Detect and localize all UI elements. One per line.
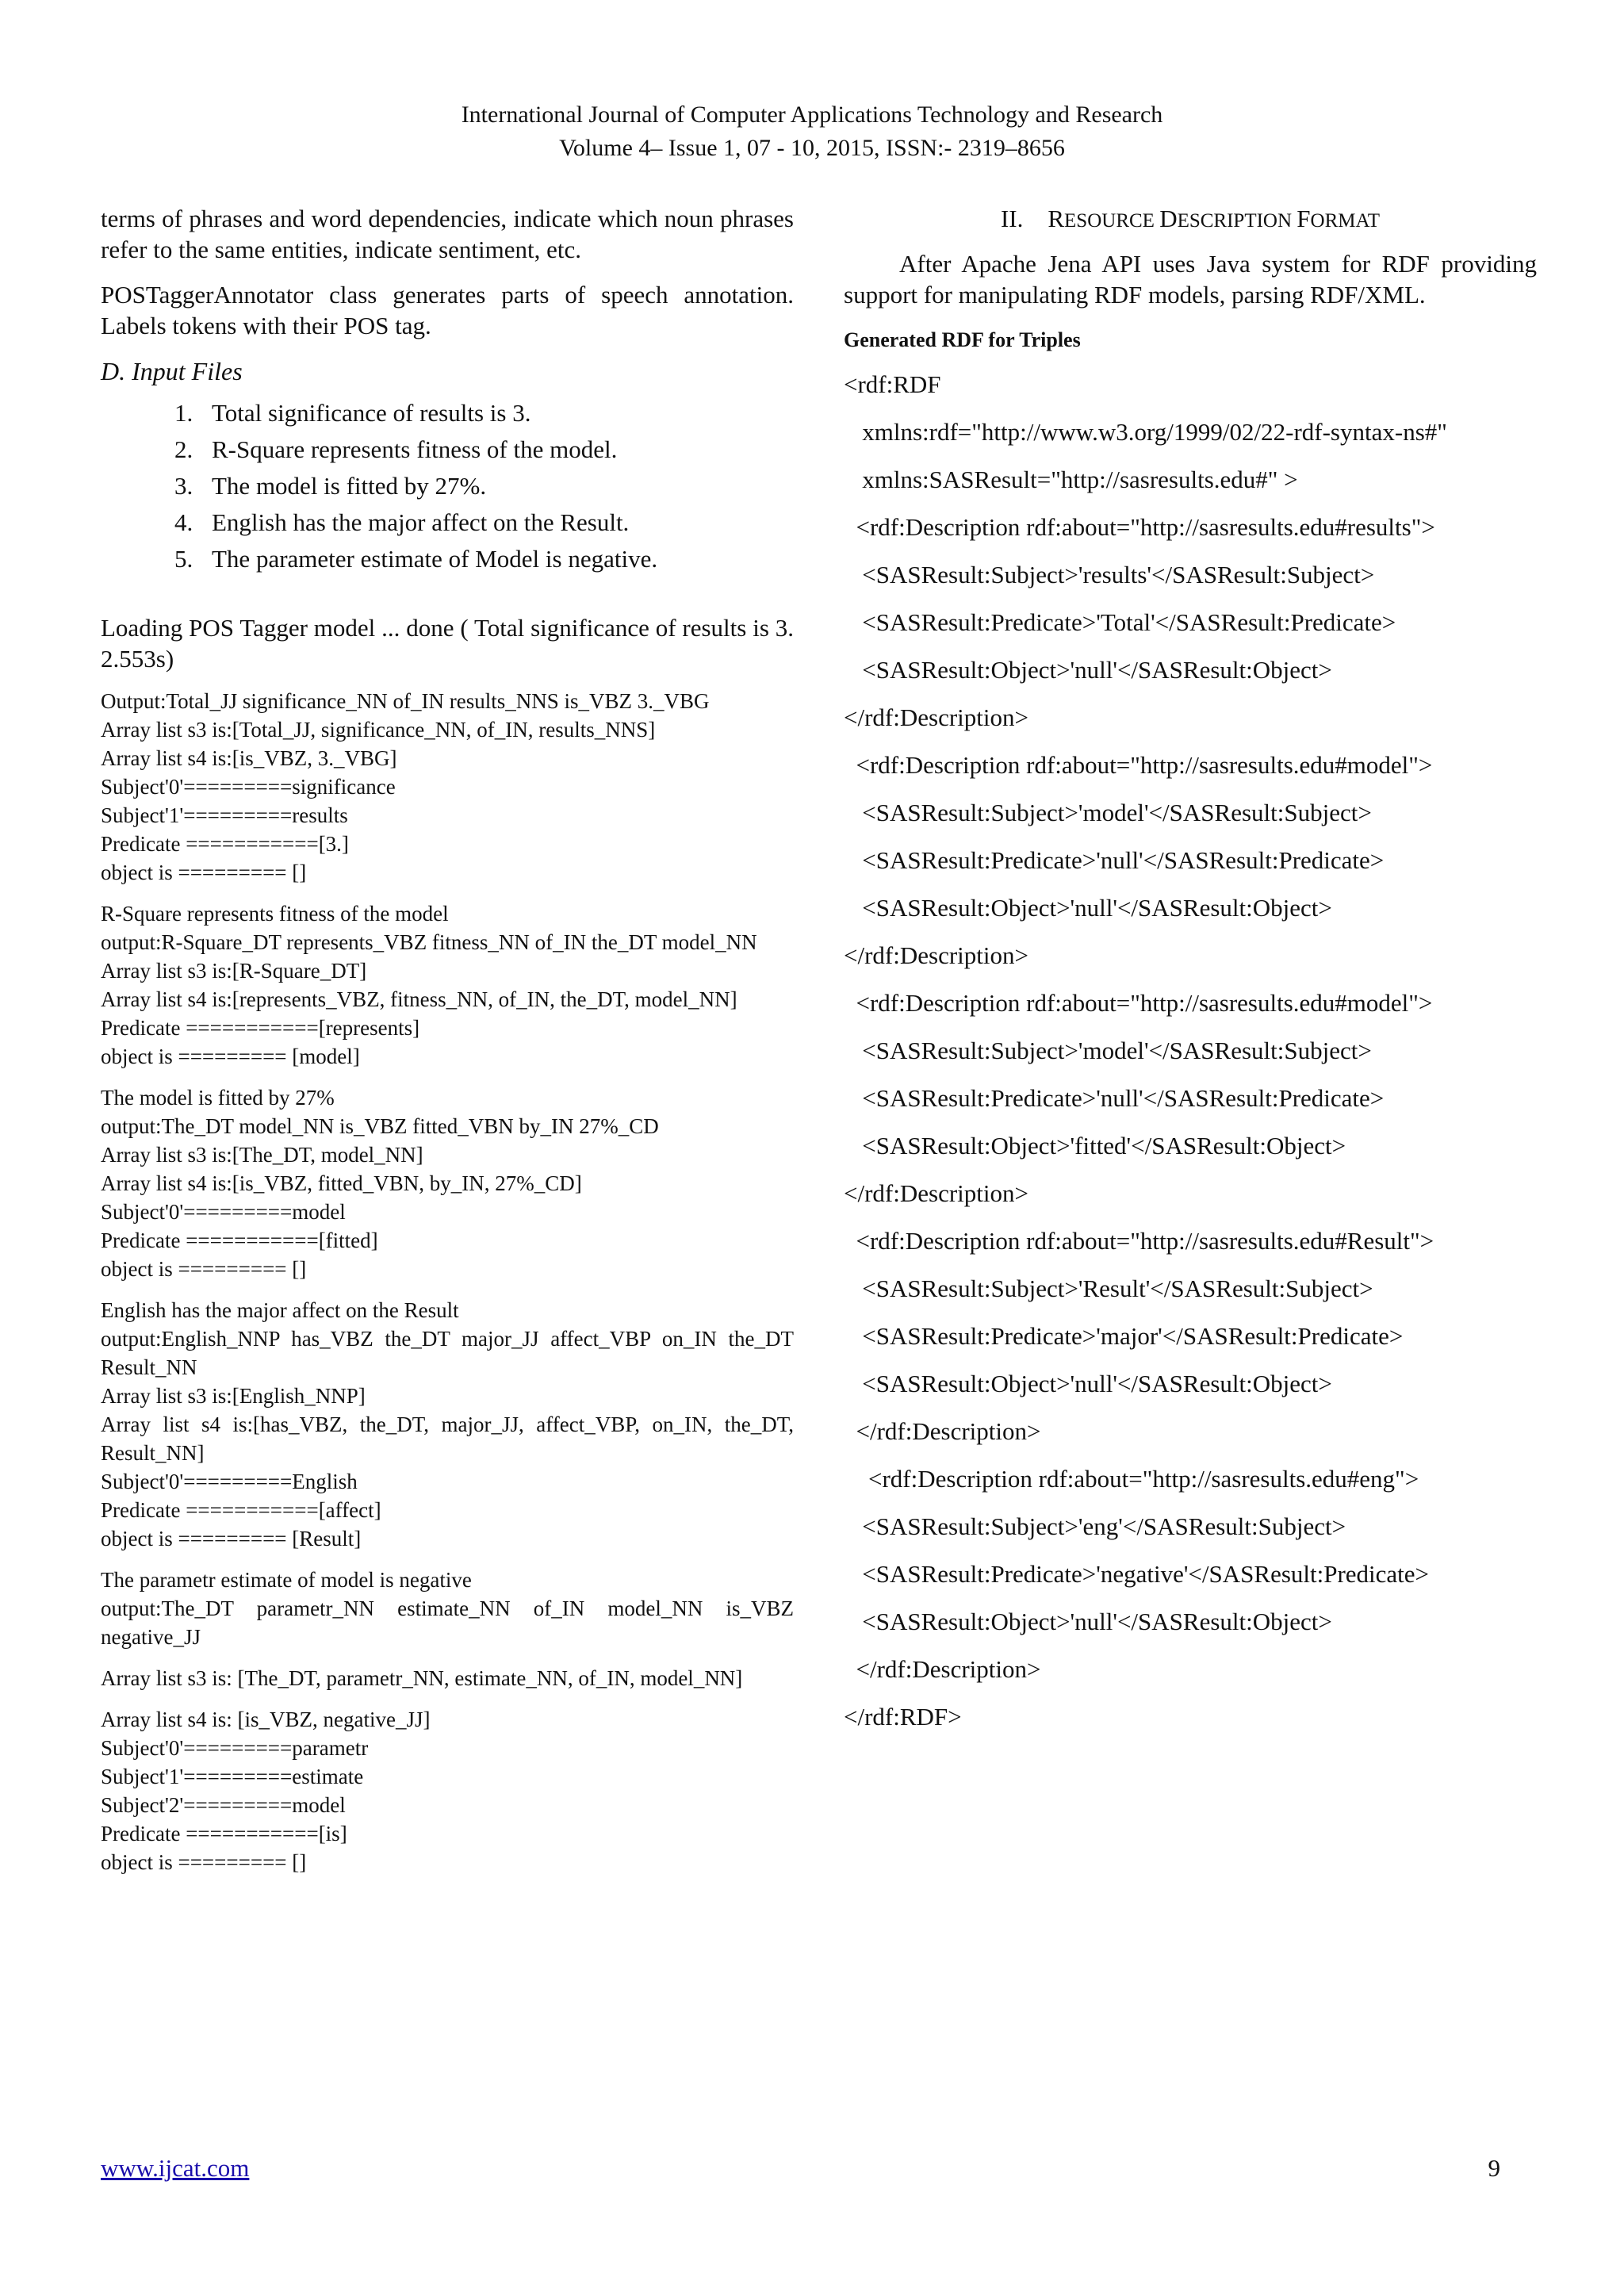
output-line: Predicate ===========[3.] <box>101 832 349 856</box>
input-files-heading: D. Input Files <box>101 357 243 385</box>
input-file-item: 2. R-Square represents fitness of the model. <box>199 431 794 468</box>
input-file-item: 3. The model is fitted by 27%. <box>199 468 794 504</box>
output-block <box>101 1664 794 1692</box>
input-file-item: 5. The parameter estimate of Model is negative. <box>199 541 794 577</box>
rdf-line: <SASResult:Object>'null'</SASResult:Object> <box>844 1370 1332 1397</box>
rdf-line: <SASResult:Predicate>'null'</SASResult:Predicate> <box>844 1084 1385 1112</box>
output-line: Array list s4 is:[is_VBZ, fitted_VBN, by_IN, 27%_CD] <box>101 1171 582 1195</box>
pos-annotator-paragraph: POSTaggerAnnotator class generates parts of speech annotation. Labels tokens with their POS tag. <box>101 281 794 339</box>
output-line: Array list s3 is:[English_NNP] <box>101 1384 366 1408</box>
rdf-line: </rdf:Description> <box>844 941 1028 969</box>
output-line: Predicate ===========[is] <box>101 1822 347 1846</box>
rdf-line: <SASResult:Predicate>'null'</SASResult:Predicate> <box>844 846 1385 874</box>
tagger-output <box>101 687 794 1876</box>
output-block <box>101 1566 794 1651</box>
rdf-line: <SASResult:Subject>'model'</SASResult:Subject> <box>844 799 1372 826</box>
rdf-line: <SASResult:Object>'null'</SASResult:Object> <box>844 894 1332 922</box>
output-line: Subject'0'=========significance <box>101 775 396 799</box>
output-line: Output:Total_JJ significance_NN of_IN results_NNS is_VBZ 3._VBG <box>101 689 710 713</box>
output-line: object is ========= [model] <box>101 1045 360 1068</box>
output-line: Subject'0'=========parametr <box>101 1736 369 1760</box>
output-line: Subject'0'=========English <box>101 1470 358 1493</box>
rdf-line: <rdf:Description rdf:about="http://sasresults.edu#eng"> <box>844 1465 1419 1493</box>
output-line: Array list s3 is: [The_DT, parametr_NN, estimate_NN, of_IN, model_NN] <box>101 1666 743 1690</box>
journal-volume: Volume 4– Issue 1, 07 - 10, 2015, ISSN:- 2319–8656 <box>559 135 1065 161</box>
output-line: Subject'2'=========model <box>101 1793 346 1817</box>
output-line: output:R-Square_DT represents_VBZ fitness_NN of_IN the_DT model_NN <box>101 930 757 954</box>
output-line: Predicate ===========[represents] <box>101 1016 420 1040</box>
output-block <box>101 1705 794 1876</box>
rdf-line: </rdf:Description> <box>844 703 1028 731</box>
output-line: Predicate ===========[fitted] <box>101 1228 378 1252</box>
section-title-part: ESCRIPTION <box>1177 210 1297 232</box>
intro-paragraph: terms of phrases and word dependencies, indicate which noun phrases refer to the same entities, indicate sentiment, etc. <box>101 205 794 263</box>
rdf-line: <SASResult:Object>'fitted'</SASResult:Object> <box>844 1132 1346 1159</box>
rdf-line: xmlns:rdf="http://www.w3.org/1999/02/22-rdf-syntax-ns#" <box>844 418 1447 446</box>
output-line: Subject'1'=========estimate <box>101 1765 364 1788</box>
rdf-line: <SASResult:Subject>'Result'</SASResult:Subject> <box>844 1274 1373 1302</box>
rdf-line: <rdf:Description rdf:about="http://sasresults.edu#Result"> <box>844 1227 1434 1255</box>
rdf-line: <SASResult:Subject>'eng'</SASResult:Subject> <box>844 1512 1346 1540</box>
output-line: Subject'0'=========model <box>101 1200 346 1224</box>
output-line: object is ========= [] <box>101 861 307 884</box>
rdf-line: <SASResult:Predicate>'negative'</SASResult:Predicate> <box>844 1560 1430 1588</box>
rdf-intro-paragraph: After Apache Jena API uses Java system for RDF providing support for manipulating RDF models, parsing RDF/XML. <box>844 250 1537 309</box>
rdf-line: <SASResult:Predicate>'major'</SASResult:Predicate> <box>844 1322 1404 1350</box>
output-line: The parametr estimate of model is negative <box>101 1568 472 1592</box>
output-line: Array list s4 is:[has_VBZ, the_DT, major_JJ, affect_VBP, on_IN, the_DT, Result_NN] <box>101 1412 794 1465</box>
section-number: II. <box>1000 205 1024 232</box>
output-block <box>101 1296 794 1553</box>
rdf-line: <SASResult:Subject>'results'</SASResult:Subject> <box>844 561 1375 588</box>
loading-paragraph: Loading POS Tagger model ... done ( Total significance of results is 3. 2.553s) <box>101 614 794 673</box>
output-line: Array list s4 is:[represents_VBZ, fitness_NN, of_IN, the_DT, model_NN] <box>101 987 737 1011</box>
output-line: Predicate ===========[affect] <box>101 1498 381 1522</box>
input-file-item: 1. Total significance of results is 3. <box>199 395 794 431</box>
output-line: The model is fitted by 27% <box>101 1086 335 1110</box>
rdf-line: </rdf:Description> <box>844 1655 1041 1683</box>
rdf-line: <rdf:Description rdf:about="http://sasresults.edu#model"> <box>844 989 1433 1017</box>
rdf-line: <rdf:Description rdf:about="http://sasresults.edu#results"> <box>844 513 1435 541</box>
output-block <box>101 1083 794 1283</box>
rdf-line: <SASResult:Object>'null'</SASResult:Object> <box>844 1608 1332 1635</box>
output-line: English has the major affect on the Result <box>101 1298 459 1322</box>
output-line: output:The_DT parametr_NN estimate_NN of_IN model_NN is_VBZ negative_JJ <box>101 1596 794 1649</box>
rdf-line: <SASResult:Object>'null'</SASResult:Object> <box>844 656 1332 684</box>
input-file-item: 4. English has the major affect on the Result. <box>199 504 794 541</box>
output-block <box>101 687 794 887</box>
input-files-list <box>101 395 794 577</box>
output-line: Array list s3 is:[The_DT, model_NN] <box>101 1143 423 1167</box>
left-column <box>101 203 794 1889</box>
rdf-line: </rdf:Description> <box>844 1417 1041 1445</box>
right-column <box>844 203 1537 1749</box>
rdf-line: <SASResult:Predicate>'Total'</SASResult:Predicate> <box>844 608 1396 636</box>
output-block <box>101 899 794 1071</box>
output-line: output:The_DT model_NN is_VBZ fitted_VBN by_IN 27%_CD <box>101 1114 659 1138</box>
rdf-line: <rdf:Description rdf:about="http://sasresults.edu#model"> <box>844 751 1433 779</box>
output-line: Array list s3 is:[R-Square_DT] <box>101 959 367 983</box>
rdf-line: <rdf:RDF <box>844 370 941 398</box>
section-heading <box>844 203 1537 237</box>
rdf-line: </rdf:Description> <box>844 1179 1028 1207</box>
section-title-part: R <box>1048 205 1065 232</box>
journal-header <box>0 98 1624 165</box>
page-number: 9 <box>1488 2154 1500 2182</box>
output-line: object is ========= [] <box>101 1257 307 1281</box>
output-line: Array list s4 is:[is_VBZ, 3._VBG] <box>101 746 397 770</box>
section-title-part: D <box>1159 205 1178 232</box>
output-line: object is ========= [] <box>101 1850 307 1874</box>
rdf-line: <SASResult:Subject>'model'</SASResult:Subject> <box>844 1037 1372 1064</box>
output-line: R-Square represents fitness of the model <box>101 902 449 926</box>
rdf-code-listing <box>844 369 1537 1733</box>
section-title-part: F <box>1297 205 1311 232</box>
output-line: Array list s4 is: [is_VBZ, negative_JJ] <box>101 1708 431 1731</box>
journal-title: International Journal of Computer Applications Technology and Research <box>461 102 1163 128</box>
section-title-part: ESOURCE <box>1064 210 1160 232</box>
rdf-subheading: Generated RDF for Triples <box>844 328 1081 351</box>
output-line: object is ========= [Result] <box>101 1527 362 1550</box>
output-line: Subject'1'=========results <box>101 803 348 827</box>
output-line: output:English_NNP has_VBZ the_DT major_JJ affect_VBP on_IN the_DT Result_NN <box>101 1327 794 1379</box>
rdf-line: </rdf:RDF> <box>844 1703 962 1731</box>
footer-website-link[interactable]: www.ijcat.com <box>101 2154 250 2182</box>
section-title-part: ORMAT <box>1310 210 1381 232</box>
output-line: Array list s3 is:[Total_JJ, significance_NN, of_IN, results_NNS] <box>101 718 656 742</box>
rdf-line: xmlns:SASResult="http://sasresults.edu#" > <box>844 466 1298 493</box>
